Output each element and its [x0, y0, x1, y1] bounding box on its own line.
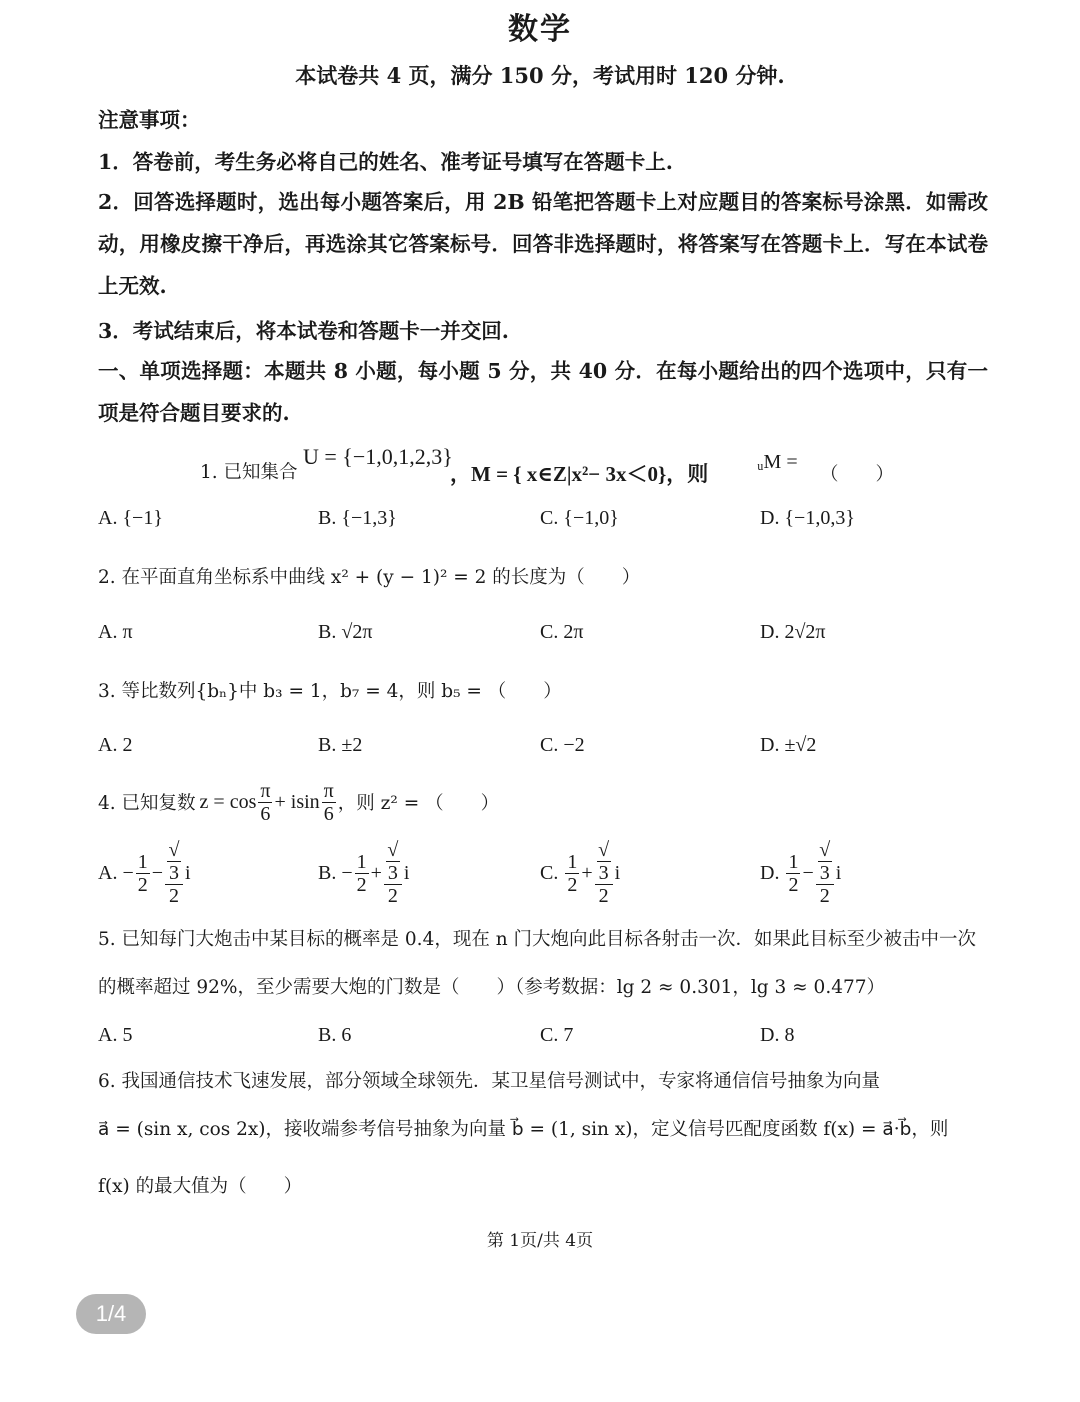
question-1-paren: （ ）	[820, 464, 895, 485]
option-c: C. {−1,0}	[540, 507, 619, 529]
option-c: C. 7	[540, 1024, 574, 1046]
question-1-set-u: U = {−1,0,1,2,3}	[303, 444, 453, 469]
fraction: √ 3 2	[165, 839, 183, 907]
question-4-suffix: ，则 z² = （ ）	[337, 793, 500, 814]
option-a: A. − $\frac{1}{2}$ − √ 3 2 i	[98, 839, 191, 907]
option-b: B. 6	[318, 1024, 352, 1046]
note-item: 1．答卷前，考生务必将自己的姓名、准考证号填写在答题卡上.	[98, 150, 673, 174]
question-6-line3: f(x) 的最大值为（ ）	[98, 1176, 303, 1197]
fraction: $\frac{\pi}{6}$	[260, 779, 271, 825]
question-5-line2: 的概率超过 92%，至少需要大炮的门数是（ ）（参考数据：lg 2 ≈ 0.301，lg 3 ≈ 0.477）	[98, 977, 886, 998]
question-1-complement: ᵤM =	[757, 451, 798, 473]
option-c: C. −2	[540, 734, 585, 756]
section-heading: 一、单项选择题：本题共 8 小题，每小题 5 分，共 40 分．在每小题给出的四个选项中，只有一项是符合题目要求的.	[98, 359, 988, 425]
question-4	[98, 778, 499, 826]
question-1	[200, 458, 298, 484]
question-4-prefix: 4. 已知复数	[98, 793, 196, 814]
question-1-set-m: ，M = { x∈Z|x²− 3x＜0}，则	[450, 462, 709, 486]
fraction: $\frac{1}{2}$	[788, 850, 799, 896]
question-6-line1: 6. 我国通信技术飞速发展，部分领域全球领先．某卫星信号测试中，专家将通信信号抽象为向量	[98, 1071, 881, 1092]
note-item: 2．回答选择题时，选出每小题答案后，用 2B 铅笔把答题卡上对应题目的答案标号涂黑．如需改动，用橡皮擦干净后，再选涂其它答案标号．回答非选择题时，将答案写在答题卡上．写在本试卷上无效.	[98, 190, 988, 298]
option-d: D. $\frac{1}{2}$ − √ 3 2 i	[760, 839, 842, 907]
question-4-lhs: z = cos	[199, 790, 257, 813]
option-a: A. 2	[98, 734, 133, 756]
option-c: C. $\frac{1}{2}$ + √ 3 2 i	[540, 839, 621, 907]
fraction: $\frac{1}{2}$	[567, 850, 578, 896]
fraction: $\frac{\pi}{6}$	[323, 779, 334, 825]
option-d: D. {−1,0,3}	[760, 507, 855, 529]
question-4-plus-isin: + isin	[274, 790, 320, 813]
question-6-line2: a⃗ = (sin x, cos 2x)，接收端参考信号抽象为向量 b⃗ = (1, sin x)，定义信号匹配度函数 f(x) = a⃗·b⃗，则	[98, 1119, 949, 1140]
option-a: A. {−1}	[98, 507, 163, 529]
fraction: √ 3 2	[595, 839, 613, 907]
exam-subtitle: 本试卷共 4 页，满分 150 分，考试用时 120 分钟.	[295, 63, 785, 88]
option-d: D. 8	[760, 1024, 795, 1046]
question-1-prefix: 1. 已知集合	[200, 462, 298, 483]
page-footer: 第 1页/共 4页	[486, 1231, 594, 1251]
option-b: B. {−1,3}	[318, 507, 397, 529]
option-b: B. √2π	[318, 621, 373, 643]
option-b: B. ±2	[318, 734, 363, 756]
notes-heading: 注意事项：	[98, 108, 201, 132]
option-d: D. ±√2	[760, 734, 817, 756]
fraction: √ 3 2	[384, 839, 402, 907]
page-title: 数学	[508, 12, 572, 47]
option-d: D. 2√2π	[760, 621, 826, 643]
option-b: B. − $\frac{1}{2}$ + √ 3 2 i	[318, 839, 410, 907]
fraction: $\frac{1}{2}$	[356, 850, 367, 896]
question-3: 3. 等比数列{bₙ}中 b₃ = 1，b₇ = 4，则 b₅ = （ ）	[98, 681, 562, 702]
option-a: A. 5	[98, 1024, 133, 1046]
question-5-line1: 5. 已知每门大炮击中某目标的概率是 0.4，现在 n 门大炮向此目标各射击一次．如果此目标至少被击中一次	[98, 929, 977, 950]
option-a: A. π	[98, 621, 133, 643]
option-c: C. 2π	[540, 621, 584, 643]
question-2: 2. 在平面直角坐标系中曲线 x² + (y − 1)² = 2 的长度为（ ）	[98, 567, 641, 588]
page-indicator[interactable]: 1/4	[76, 1294, 146, 1334]
fraction: √ 3 2	[816, 839, 834, 907]
fraction: $\frac{1}{2}$	[137, 850, 148, 896]
note-item: 3．考试结束后，将本试卷和答题卡一并交回.	[98, 319, 509, 343]
